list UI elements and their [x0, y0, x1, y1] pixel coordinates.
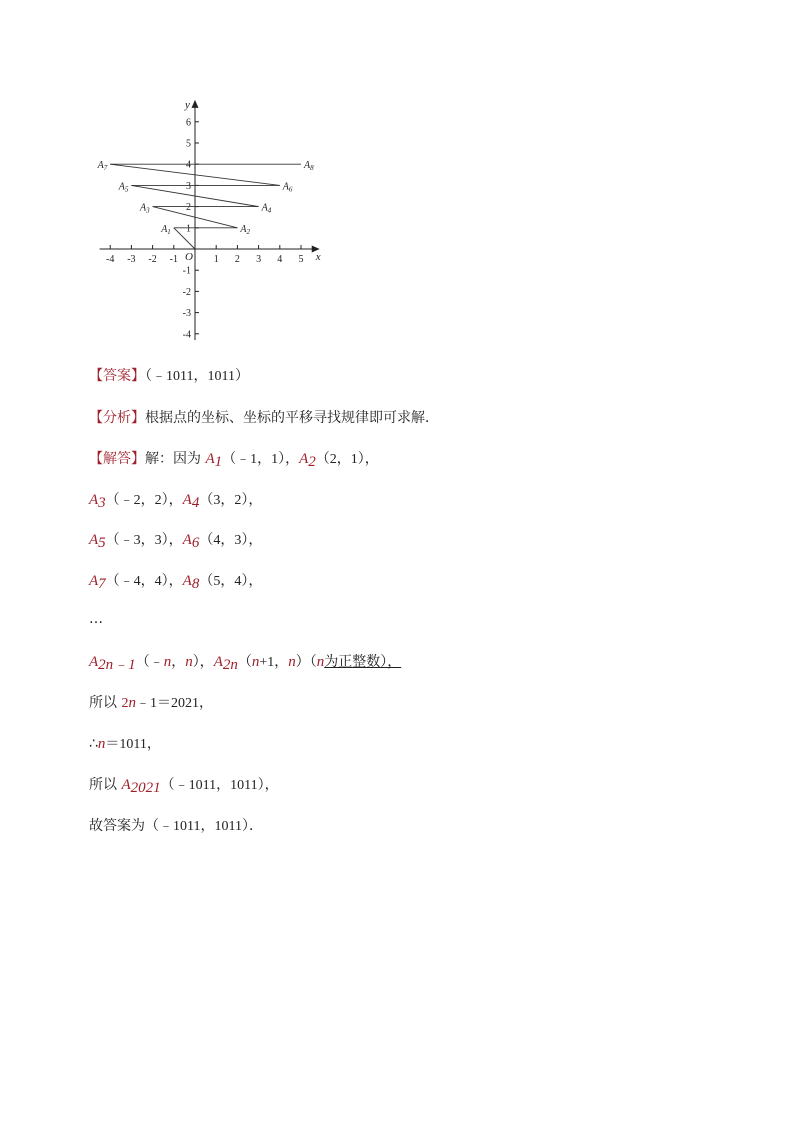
point-label-name: A: [97, 160, 104, 172]
origin-label: O: [185, 251, 193, 263]
point-label-name: A: [139, 202, 147, 214]
point-label-name: A: [261, 202, 268, 214]
x-tick-label: -1: [169, 254, 178, 265]
y-axis-arrow: [192, 100, 199, 108]
solution-line-1: 【解答】解：因为 $A_1(﹣1$，1），$A_2(2$，1），: [89, 451, 379, 470]
y-tick-label: -2: [182, 286, 191, 298]
point-label-A1: [160, 224, 171, 236]
coordinate-figure: [80, 88, 330, 350]
x-tick-label: -3: [127, 254, 136, 265]
y-tick-label: 6: [186, 117, 191, 129]
point-label-A7: [97, 160, 108, 172]
ellipsis-line: …: [89, 611, 103, 627]
point-label-name: A: [240, 223, 247, 235]
analysis-text: 根据点的坐标、坐标的平移寻找规律即可求解．: [145, 410, 439, 426]
y-tick-label: 3: [186, 180, 191, 192]
point-label-subscript: 3: [146, 206, 150, 215]
x-axis-label: x: [315, 251, 321, 263]
zigzag-path-layer: [110, 164, 301, 249]
a2021-line: 所以 $A_{2021}(﹣1011$，1011），: [89, 777, 279, 796]
x-tick-label: -2: [148, 254, 157, 265]
answer-line: [89, 366, 249, 387]
point-label-subscript: 4: [267, 206, 272, 215]
x-tick-label: -4: [106, 254, 115, 265]
point-label-subscript: 1: [167, 227, 171, 236]
point-label-A2: [239, 224, 250, 236]
point-label-subscript: 7: [103, 164, 108, 173]
path-segment: [174, 228, 195, 249]
point-label-subscript: 5: [124, 185, 129, 194]
point-label-A4: [261, 203, 272, 215]
x-tick-label: 3: [256, 254, 262, 265]
point-label-A6: [282, 181, 293, 193]
x-tick-label: 5: [298, 254, 304, 265]
y-tick-label: -3: [182, 308, 191, 320]
point-label-subscript: 8: [310, 164, 314, 173]
y-tick-label: 4: [186, 159, 191, 171]
n-value-line: ∴n＝1011，: [89, 736, 161, 752]
point-label-A5: [118, 181, 129, 193]
y-axis-label: y: [185, 98, 190, 111]
analysis-label: 【分析】: [89, 410, 145, 426]
y-tick-label: -1: [182, 265, 191, 277]
x-tick-label: 4: [277, 254, 283, 265]
y-tick-label: 5: [186, 138, 191, 150]
solution-label: 【解答】: [89, 451, 145, 467]
analysis-line: [89, 408, 439, 428]
equation-line: 所以 2n﹣1＝2021，: [89, 695, 213, 711]
answer-label: 【答案】: [89, 368, 145, 384]
y-tick-label: 1: [186, 223, 191, 235]
y-tick-label: -4: [182, 329, 191, 341]
y-tick-label: 2: [186, 202, 191, 214]
general-term-line: $A_{2n﹣1}(﹣n$，n），$A_{2n}(n+1$，n）（n为正整数），: [89, 654, 402, 673]
point-label-subscript: 6: [288, 185, 293, 194]
point-label-A8: [303, 160, 314, 172]
point-label-name: A: [282, 181, 289, 193]
point-label-A3: [139, 203, 150, 215]
solution-line-4: $A_7(﹣4$，4），$A_8(5$，4），: [89, 573, 263, 592]
point-label-name: A: [304, 160, 311, 172]
axes-layer: [100, 99, 321, 340]
x-tick-label: 1: [213, 254, 219, 265]
final-answer-line: 故答案为（﹣1011，1011）．: [89, 819, 263, 834]
answer-value: （﹣1011，1011）: [145, 369, 249, 384]
point-label-subscript: 2: [246, 227, 251, 236]
solution-line-3: $A_5(﹣3$，3），$A_6(4$，3），: [89, 532, 263, 551]
point-label-name: A: [118, 181, 125, 193]
x-tick-label: 2: [234, 254, 240, 265]
solution-line-2: $A_3(﹣2$，2），$A_4(3$，2），: [89, 492, 263, 511]
point-label-name: A: [161, 223, 168, 235]
